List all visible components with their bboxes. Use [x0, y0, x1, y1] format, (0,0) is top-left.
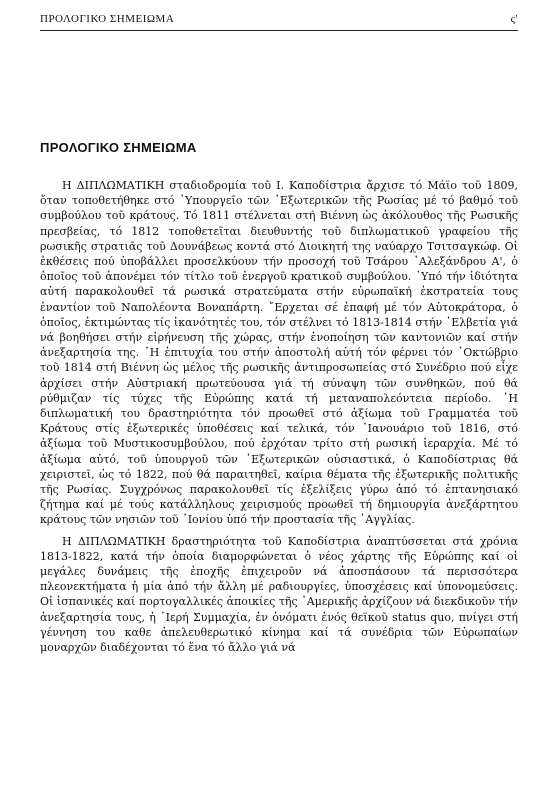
- body-text: [40, 178, 518, 661]
- section-heading: ΠΡΟΛΟΓΙΚΟ ΣΗΜΕΙΩΜΑ: [40, 140, 197, 155]
- running-header: [40, 10, 518, 31]
- paragraph-1: Η ΔΙΠΛΩΜΑΤΙΚΗ σταδιοδρομία τοῦ Ι. Καποδίστρια ἄρχισε τό Μάϊο τοῦ 1809, ὅταν τοποθετήθηκε στό ῾Υπουργεῖο τῶν ᾿Εξωτερικῶν τῆς Ρωσίας μέ τό βαθμό τοῦ συμβούλου τοῦ κράτους. Τό 1811 στέλνεται στή Βιέννη ὡς ἀκόλουθος τῆς Ρωσικῆς πρεσβείας, τό 1812 τοποθετεῖται διευθυντής τοῦ διπλωματικοῦ γραφείου τῆς ρωσικῆς στρατιᾶς τοῦ Δουνάβεως κοντά στό Διοικητή της ναύαρχο Τσιτσαγκώφ. Οἱ ἐκθέσεις πού ὑποβάλλει προσελκύουν τήν προσοχή τοῦ Τσάρου ᾿Αλεξάνδρου Α', ὁ ὁποῖος τοῦ ἀπονέμει τόν τίτλο τοῦ ἐνεργοῦ κρατικοῦ συμβούλου. ῾Υπό τήν ἰδιότητα αὐτή παρακολουθεῖ τά ρωσικά στρατεύματα στήν εὐρωπαϊκή ἐκστρατεία τους ἐναντίον τοῦ Ναπολέοντα Βοναπάρτη. ῎Ερχεται σέ ἐπαφή μέ τόν Αὐτοκράτορα, ὁ ὁποῖος, ἐκτιμώντας τίς ἱκανότητές του, τόν στέλνει τό 1813-1814 στήν ῾Ελβετία γιά νά βοηθήσει στήν εἰρήνευση τῆς χώρας, στήν ἑνοποίηση τῶν καντονιῶν καί στήν ἀνεξαρτησία της. ῾Η ἐπιτυχία του στήν ἀποστολή αὐτή τόν φέρνει τόν ᾿Οκτώβριο τοῦ 1814 στή Βιέννη ὡς μέλος τῆς ρωσικῆς ἀντιπροσωπείας στό Συνέδριο πού εἶχε ἀρχίσει στήν Αὐστριακή πρωτεύουσα γιά τή σύναψη τῶν συνθηκῶν, πού θά ρύθμιζαν τίς τύχες τῆς Εὐρώπης κατά τή μεταναπολεόντεια περίοδο. ῾Η διπλωματική του δραστηριότητα τόν προωθεῖ στό ἀξίωμα τοῦ Γραμματέα τοῦ Κράτους στίς ἐξωτερικές ὑποθέσεις καί τελικά, τόν ᾿Ιανουάριο τοῦ 1816, στό ἀξίωμα τοῦ Μυστικοσυμβούλου, πού ἐρχόταν τρίτο στή ρωσική ἱεραρχία. Μέ τό ἀξίωμα αὐτό, τοῦ ὑπουργοῦ τῶν ᾿Εξωτερικῶν οὐσιαστικά, ὁ Καποδίστριας θά χειριστεῖ, ὡς τό 1822, πού θά παραιτηθεῖ, καίρια θέματα τῆς ἐξωτερικῆς πολιτικῆς τῆς Ρωσίας. Συγχρόνως παρακολουθεῖ τίς ἐξελίξεις γύρω ἀπό τό ἑπτανησιακό ζήτημα καί μέ τούς κατάλληλους χειρισμούς προωθεῖ τή δημιουργία ἀνεξάρτητου κράτους τῶν νησιῶν τοῦ ᾿Ιονίου ὑπό τήν προστασία τῆς ᾿Αγγλίας.: [40, 179, 518, 527]
- paragraph-2: Η ΔΙΠΛΩΜΑΤΙΚΗ δραστηριότητα τοῦ Καποδίστρια ἀναπτύσσεται στά χρόνια 1813-1822, κατά τήν ὁποία διαμορφώνεται ὁ νέος χάρτης τῆς Εὐρώπης καί οἱ μεγάλες δυνάμεις τῆς ἐποχῆς ἐπιχειροῦν νά ἀποσπάσουν τά περισσότερα πλεονεκτήματα ἡ μία ἀπό τήν ἄλλη μέ ραδιουργίες, ὑποσχέσεις καί ὑπονομεύσεις. Οἱ ἱσπανικές καί πορτογαλλικές ἀποικίες τῆς ᾿Αμερικῆς ἀρχίζουν νά διεκδικοῦν τήν ἀνεξαρτησία τους, ἡ ῾Ιερή Συμμαχία, ἐν ὀνόματι ἑνός θεϊκοῦ status quo, πνίγει στή γέννηση του καθε ἀπελευθερωτικό κίνημα καί τά συνέδρια τῶν Εὐρωπαίων μοναρχῶν διαδέχονται τό ἕνα τό ἄλλο γιά νά: [40, 534, 518, 655]
- running-title: ΠΡΟΛΟΓΙΚΟ ΣΗΜΕΙΩΜΑ: [40, 13, 175, 25]
- page-number: ς': [510, 13, 518, 25]
